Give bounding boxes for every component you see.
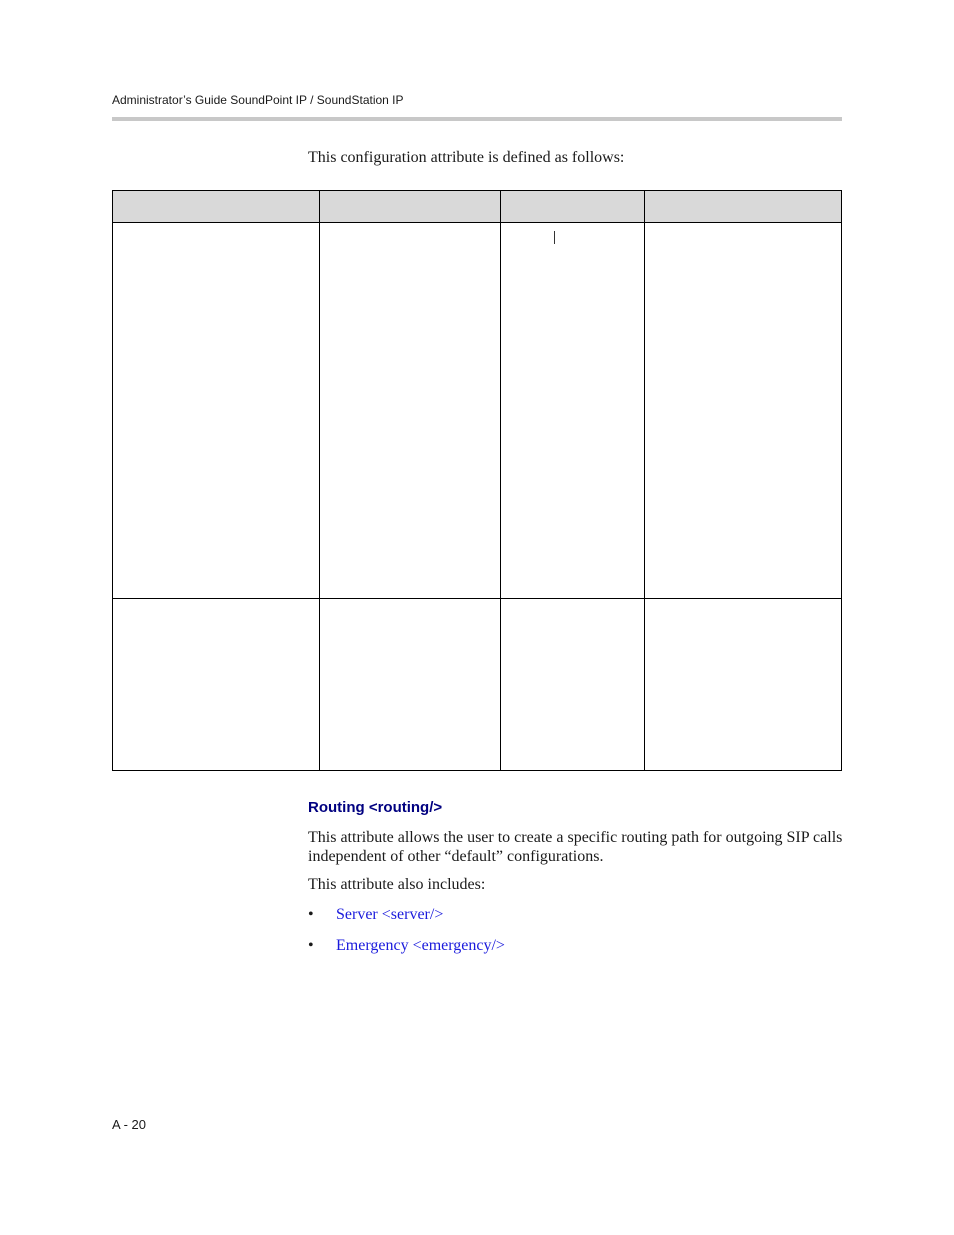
running-header: Administrator’s Guide SoundPoint IP / SoundStation IP — [112, 93, 404, 107]
emergency-link[interactable]: Emergency <emergency/> — [336, 937, 505, 954]
column-divider — [319, 191, 320, 770]
section-description: This attribute allows the user to create a specific routing path for outgoing SIP calls independent of other “default” configurations. — [308, 829, 843, 865]
bullet-icon: • — [308, 937, 314, 954]
configuration-attribute-table — [112, 190, 842, 771]
section-heading: Routing <routing/> — [308, 799, 443, 816]
header-divider — [112, 117, 842, 121]
table-intro-text: This configuration attribute is defined as follows: — [308, 149, 625, 166]
row-divider — [113, 598, 841, 599]
column-divider — [644, 191, 645, 770]
section-includes-text: This attribute also includes: — [308, 876, 486, 893]
bullet-icon: • — [308, 906, 314, 923]
server-link[interactable]: Server <server/> — [336, 906, 444, 923]
column-divider — [500, 191, 501, 770]
table-header-row — [113, 191, 841, 223]
text-cursor-mark — [554, 231, 555, 244]
page-number: A - 20 — [112, 1117, 146, 1132]
